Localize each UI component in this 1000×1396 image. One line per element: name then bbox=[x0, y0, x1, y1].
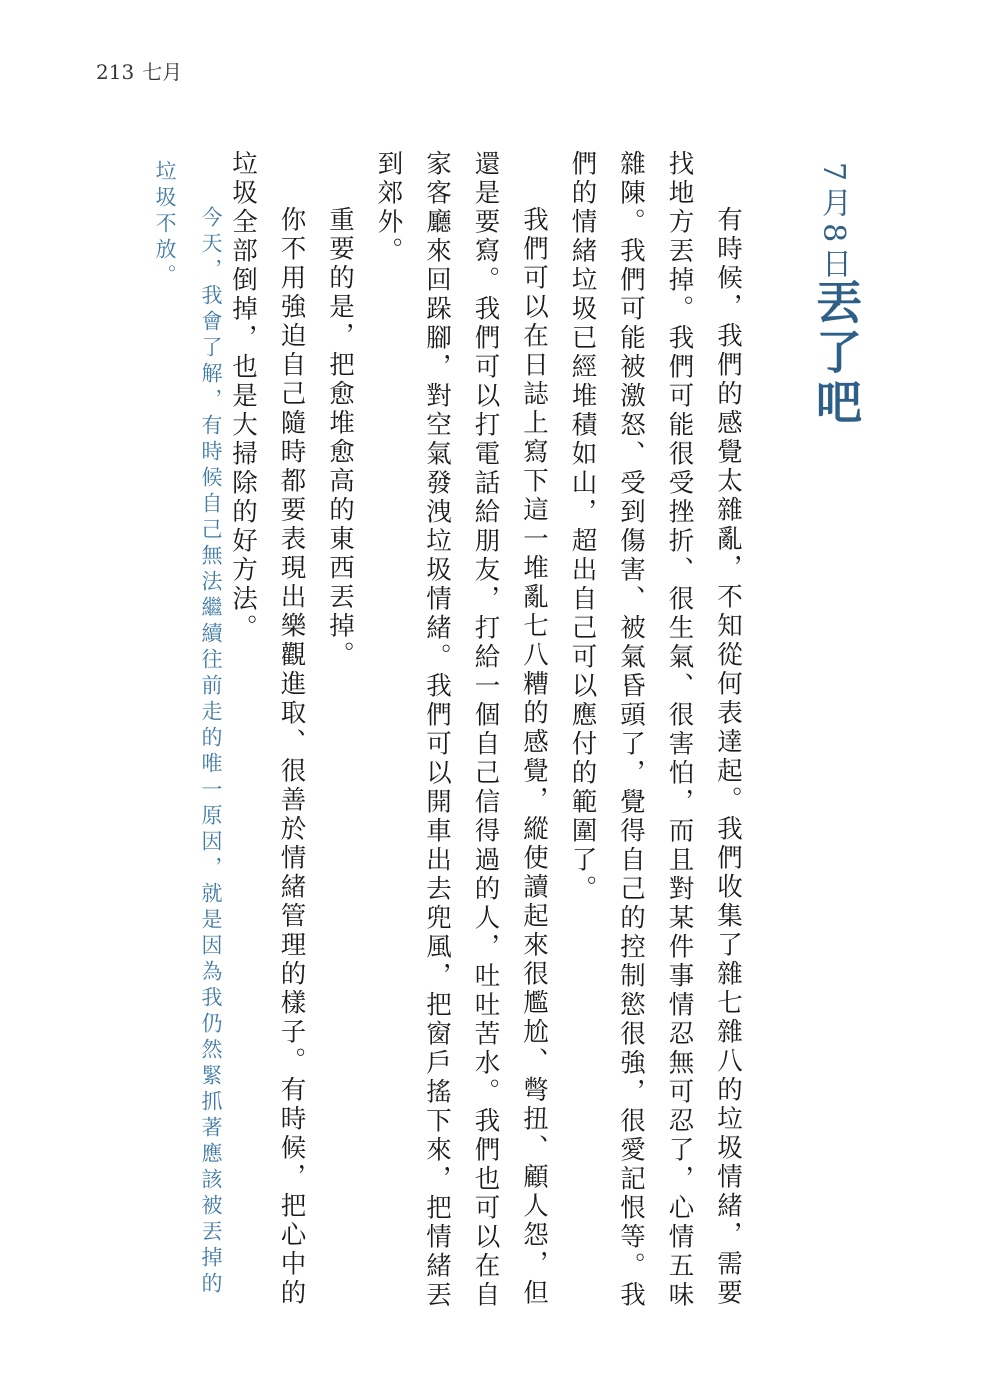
body-text bbox=[228, 150, 752, 1310]
paragraph-1: 有時候，我們的感覺太雜亂，不知從何表達起。我們收集了雜七雜八的垃圾情緒，需要找地方丟掉。我們可能很受挫折、很生氣、很害怕，而且對某件事情忍無可忍了，心情五味雜陳。我們可能被激怒、受到傷害、被氣昏頭了，覺得自己的控制慾很強，很愛記恨等。我們的情緒垃圾已經堆積如山，超出自己可以應付的範圍了。 bbox=[567, 150, 743, 1310]
entry-date: 7月8日 bbox=[816, 162, 851, 285]
running-header bbox=[96, 60, 182, 84]
entry-title: 丟了吧 bbox=[809, 278, 863, 428]
meditation-block bbox=[142, 160, 234, 1300]
meditation-text: 今天，我會了解，有時候自己無法繼續往前走的唯一原因，就是因為我仍然緊抓著應該被丟掉的垃圾不放。 bbox=[153, 160, 223, 1299]
paragraph-2: 我們可以在日誌上寫下這一堆亂七八糟的感覺，縱使讀起來很尷尬、彆扭、顧人怨，但還是要寫。我們可以打電話給朋友，打給一個自己信得過的人，吐吐苦水。我們也可以在自家客廳來回跺腳，對空氣發洩垃圾情緒。我們可以開車出去兜風，把窗戶搖下來，把情緒丟到郊外。 bbox=[373, 150, 549, 1310]
paragraph-3: 重要的是，把愈堆愈高的東西丟掉。 bbox=[325, 206, 355, 671]
section-title: 七月 bbox=[142, 60, 183, 84]
paragraph-4: 你不用強迫自己隨時都要表現出樂觀進取、很善於情緒管理的樣子。有時候，把心中的垃圾全部倒掉，也是大掃除的好方法。 bbox=[228, 150, 307, 1309]
page-number: 213 bbox=[96, 60, 135, 84]
